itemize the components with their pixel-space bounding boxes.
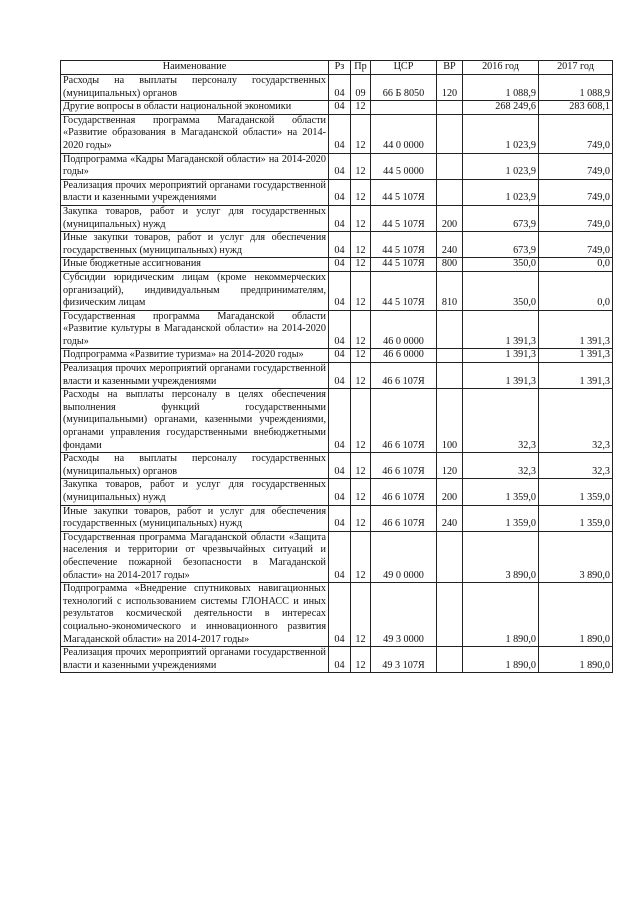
cell-name: Реализация прочих мероприятий органами государственной власти и казенными учреждениями <box>61 647 329 673</box>
cell-csr: 44 5 107Я <box>371 232 437 258</box>
cell-csr: 46 6 107Я <box>371 453 437 479</box>
header-vr: ВР <box>437 61 463 75</box>
cell-2017: 0,0 <box>539 258 613 272</box>
cell-rz: 04 <box>329 75 351 101</box>
header-2017: 2017 год <box>539 61 613 75</box>
cell-2017: 32,3 <box>539 389 613 453</box>
cell-csr: 44 5 0000 <box>371 153 437 179</box>
cell-2016: 1 023,9 <box>463 114 539 153</box>
cell-2016: 1 391,3 <box>463 310 539 349</box>
cell-vr: 240 <box>437 505 463 531</box>
cell-rz: 04 <box>329 583 351 647</box>
cell-pr: 12 <box>351 179 371 205</box>
cell-vr <box>437 114 463 153</box>
cell-vr <box>437 647 463 673</box>
table-row <box>61 258 613 272</box>
cell-2016: 32,3 <box>463 453 539 479</box>
cell-pr: 12 <box>351 583 371 647</box>
cell-name: Расходы на выплаты персоналу государственных (муниципальных) органов <box>61 453 329 479</box>
cell-2016: 1 023,9 <box>463 153 539 179</box>
cell-vr: 120 <box>437 75 463 101</box>
table-body <box>61 75 613 673</box>
cell-csr: 44 5 107Я <box>371 205 437 231</box>
cell-2017: 1 088,9 <box>539 75 613 101</box>
cell-2016: 1 359,0 <box>463 505 539 531</box>
cell-2016: 350,0 <box>463 258 539 272</box>
cell-name: Подпрограмма «Развитие туризма» на 2014-2020 годы» <box>61 349 329 363</box>
table-row <box>61 75 613 101</box>
table-row <box>61 479 613 505</box>
cell-vr <box>437 179 463 205</box>
cell-rz: 04 <box>329 114 351 153</box>
cell-name: Другие вопросы в области национальной экономики <box>61 101 329 115</box>
cell-csr: 49 0 0000 <box>371 531 437 582</box>
cell-pr: 12 <box>351 349 371 363</box>
cell-csr: 46 6 107Я <box>371 505 437 531</box>
cell-2016: 1 890,0 <box>463 583 539 647</box>
table-header-row <box>61 61 613 75</box>
cell-rz: 04 <box>329 505 351 531</box>
cell-pr: 12 <box>351 258 371 272</box>
cell-name: Иные закупки товаров, работ и услуг для обеспечения государственных (муниципальных) нужд <box>61 505 329 531</box>
cell-pr: 12 <box>351 531 371 582</box>
header-2016: 2016 год <box>463 61 539 75</box>
cell-2016: 1 088,9 <box>463 75 539 101</box>
cell-name: Государственная программа Магаданской области «Развитие культуры в Магаданской области» на 2014-2020 годы» <box>61 310 329 349</box>
cell-pr: 12 <box>351 205 371 231</box>
cell-name: Государственная программа Магаданской области «Защита населения и территории от чрезвычайных ситуаций и обеспечение пожарной безопасности в Магаданской области» на 2014-2017 годы» <box>61 531 329 582</box>
cell-pr: 12 <box>351 363 371 389</box>
header-name: Наименование <box>61 61 329 75</box>
cell-name: Иные закупки товаров, работ и услуг для обеспечения государственных (муниципальных) нужд <box>61 232 329 258</box>
cell-name: Подпрограмма «Кадры Магаданской области» на 2014-2020 годы» <box>61 153 329 179</box>
cell-2016: 1 023,9 <box>463 179 539 205</box>
cell-csr: 44 5 107Я <box>371 271 437 310</box>
cell-pr: 12 <box>351 647 371 673</box>
table-row <box>61 271 613 310</box>
cell-csr: 44 0 0000 <box>371 114 437 153</box>
cell-csr: 66 Б 8050 <box>371 75 437 101</box>
cell-csr: 46 6 107Я <box>371 363 437 389</box>
cell-name: Реализация прочих мероприятий органами государственной власти и казенными учреждениями <box>61 179 329 205</box>
cell-pr: 12 <box>351 505 371 531</box>
cell-2017: 1 391,3 <box>539 310 613 349</box>
table-row <box>61 153 613 179</box>
cell-vr: 810 <box>437 271 463 310</box>
cell-pr: 12 <box>351 232 371 258</box>
cell-2017: 283 608,1 <box>539 101 613 115</box>
cell-csr: 44 5 107Я <box>371 258 437 272</box>
cell-rz: 04 <box>329 479 351 505</box>
cell-vr <box>437 583 463 647</box>
cell-vr <box>437 349 463 363</box>
cell-2016: 1 359,0 <box>463 479 539 505</box>
cell-csr: 46 6 107Я <box>371 389 437 453</box>
header-pr: Пр <box>351 61 371 75</box>
cell-rz: 04 <box>329 349 351 363</box>
cell-vr: 120 <box>437 453 463 479</box>
cell-pr: 12 <box>351 389 371 453</box>
budget-table <box>60 60 613 673</box>
cell-pr: 09 <box>351 75 371 101</box>
cell-2016: 32,3 <box>463 389 539 453</box>
cell-name: Реализация прочих мероприятий органами государственной власти и казенными учреждениями <box>61 363 329 389</box>
table-row <box>61 349 613 363</box>
cell-csr: 46 6 107Я <box>371 479 437 505</box>
cell-2017: 749,0 <box>539 232 613 258</box>
cell-vr: 200 <box>437 205 463 231</box>
budget-document <box>60 60 612 673</box>
cell-pr: 12 <box>351 479 371 505</box>
cell-2016: 3 890,0 <box>463 531 539 582</box>
cell-2016: 1 391,3 <box>463 349 539 363</box>
cell-2017: 749,0 <box>539 205 613 231</box>
cell-vr: 800 <box>437 258 463 272</box>
table-row <box>61 389 613 453</box>
cell-csr: 44 5 107Я <box>371 179 437 205</box>
table-row <box>61 583 613 647</box>
cell-csr: 46 6 0000 <box>371 349 437 363</box>
cell-rz: 04 <box>329 453 351 479</box>
cell-vr: 200 <box>437 479 463 505</box>
cell-vr <box>437 153 463 179</box>
table-row <box>61 531 613 582</box>
table-row <box>61 205 613 231</box>
cell-csr: 46 0 0000 <box>371 310 437 349</box>
cell-vr <box>437 310 463 349</box>
cell-csr: 49 3 0000 <box>371 583 437 647</box>
cell-csr: 49 3 107Я <box>371 647 437 673</box>
cell-rz: 04 <box>329 179 351 205</box>
cell-rz: 04 <box>329 232 351 258</box>
cell-name: Закупка товаров, работ и услуг для государственных (муниципальных) нужд <box>61 205 329 231</box>
table-row <box>61 101 613 115</box>
cell-pr: 12 <box>351 153 371 179</box>
cell-rz: 04 <box>329 153 351 179</box>
cell-2016: 1 890,0 <box>463 647 539 673</box>
cell-vr <box>437 363 463 389</box>
cell-rz: 04 <box>329 389 351 453</box>
cell-2017: 1 359,0 <box>539 479 613 505</box>
cell-pr: 12 <box>351 271 371 310</box>
cell-2017: 749,0 <box>539 153 613 179</box>
cell-2016: 673,9 <box>463 205 539 231</box>
table-row <box>61 114 613 153</box>
cell-2017: 749,0 <box>539 179 613 205</box>
cell-name: Расходы на выплаты персоналу государственных (муниципальных) органов <box>61 75 329 101</box>
cell-rz: 04 <box>329 531 351 582</box>
cell-2016: 350,0 <box>463 271 539 310</box>
cell-rz: 04 <box>329 363 351 389</box>
header-rz: Рз <box>329 61 351 75</box>
cell-pr: 12 <box>351 101 371 115</box>
table-row <box>61 232 613 258</box>
cell-name: Расходы на выплаты персоналу в целях обеспечения выполнения функций государственными (муниципальными) органами, казенными учреждениями, органами управления государственными внебюджетными фондами <box>61 389 329 453</box>
table-row <box>61 647 613 673</box>
cell-2017: 32,3 <box>539 453 613 479</box>
table-row <box>61 505 613 531</box>
cell-2017: 1 391,3 <box>539 349 613 363</box>
cell-pr: 12 <box>351 453 371 479</box>
cell-rz: 04 <box>329 271 351 310</box>
cell-2017: 749,0 <box>539 114 613 153</box>
cell-2016: 268 249,6 <box>463 101 539 115</box>
cell-vr: 240 <box>437 232 463 258</box>
cell-2016: 1 391,3 <box>463 363 539 389</box>
cell-vr: 100 <box>437 389 463 453</box>
cell-name: Иные бюджетные ассигнования <box>61 258 329 272</box>
table-row <box>61 179 613 205</box>
table-row <box>61 453 613 479</box>
cell-2016: 673,9 <box>463 232 539 258</box>
cell-2017: 1 391,3 <box>539 363 613 389</box>
cell-rz: 04 <box>329 258 351 272</box>
cell-2017: 1 890,0 <box>539 647 613 673</box>
table-row <box>61 310 613 349</box>
cell-pr: 12 <box>351 310 371 349</box>
header-csr: ЦСР <box>371 61 437 75</box>
cell-rz: 04 <box>329 310 351 349</box>
cell-pr: 12 <box>351 114 371 153</box>
cell-csr <box>371 101 437 115</box>
cell-2017: 1 890,0 <box>539 583 613 647</box>
cell-2017: 0,0 <box>539 271 613 310</box>
cell-name: Подпрограмма «Внедрение спутниковых навигационных технологий с использованием системы ГЛОНАСС и иных результатов космической деятельности в интересах социально-экономического и инновационного развития Магаданской области» на 2014-2017 годы» <box>61 583 329 647</box>
cell-name: Закупка товаров, работ и услуг для государственных (муниципальных) нужд <box>61 479 329 505</box>
cell-rz: 04 <box>329 205 351 231</box>
cell-rz: 04 <box>329 101 351 115</box>
cell-name: Субсидии юридическим лицам (кроме некоммерческих организаций), индивидуальным предпринимателям, физическим лицам <box>61 271 329 310</box>
cell-name: Государственная программа Магаданской области «Развитие образования в Магаданской области» на 2014-2020 годы» <box>61 114 329 153</box>
table-row <box>61 363 613 389</box>
cell-2017: 1 359,0 <box>539 505 613 531</box>
cell-vr <box>437 101 463 115</box>
cell-vr <box>437 531 463 582</box>
cell-rz: 04 <box>329 647 351 673</box>
cell-2017: 3 890,0 <box>539 531 613 582</box>
